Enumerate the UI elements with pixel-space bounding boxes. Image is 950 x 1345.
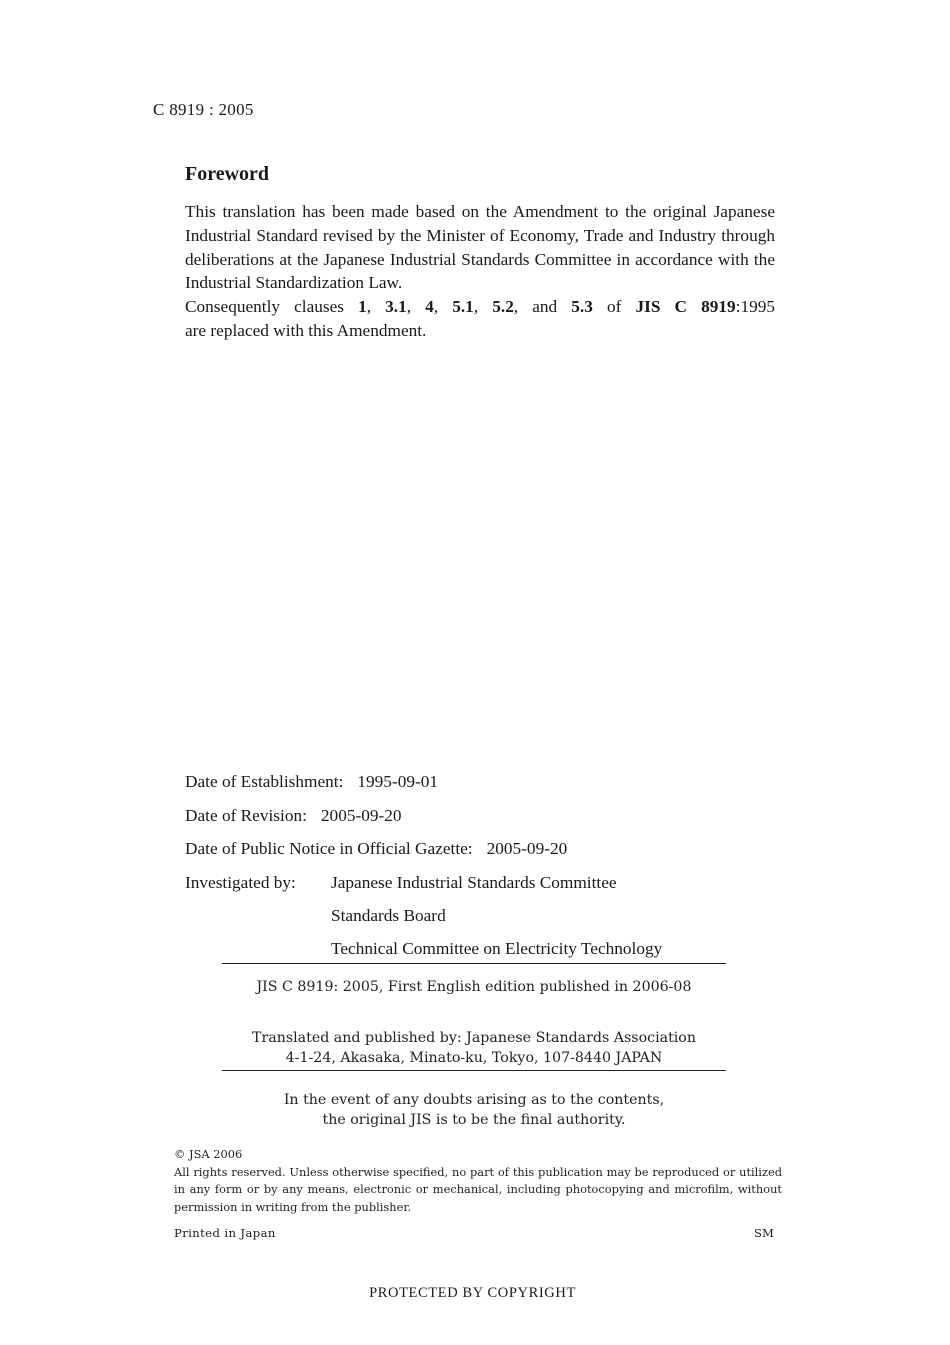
public-notice-date-row — [185, 839, 567, 859]
investigated-by-committee: Japanese Industrial Standards Committee — [331, 873, 617, 892]
foreword-paragraph-1: This translation has been made based on the Amendment to the original Japanese Industrial Standard revised by the Minister of Economy, Trade and Industry through deliberations at the Japanese Industrial Standards Committee in accordance with the Industrial Standardization Law. — [185, 202, 775, 293]
foreword-paragraph-2: Consequently clauses 1, 3.1, 4, 5.1, 5.2, and 5.3 of JIS C 8919:1995 — [185, 297, 776, 317]
edition-line: JIS C 8919: 2005, First English edition published in 2006-08 — [256, 979, 692, 995]
publisher-line: Translated and published by: Japanese Standards Association — [252, 1030, 696, 1046]
establishment-label: Date of Establishment: — [185, 772, 344, 791]
revision-value: 2005-09-20 — [320, 806, 402, 825]
copyright-notice: © JSA 2006 — [174, 1147, 243, 1161]
clause-ref: 5.2 — [492, 297, 514, 317]
establishment-value: 1995-09-01 — [357, 772, 439, 791]
standard-year: :1995 — [735, 297, 776, 317]
investigated-by-board: Standards Board — [331, 906, 446, 925]
clause-ref: 5.3 — [571, 297, 593, 317]
copyright-block — [174, 1146, 782, 1216]
clauses-prefix: Consequently clauses — [185, 297, 345, 317]
clauses-of: of — [606, 297, 622, 317]
foreword-body — [185, 200, 775, 343]
clause-ref: 5.1 — [452, 297, 474, 317]
clause-ref: 4 — [425, 297, 434, 317]
investigated-by-technical-committee: Technical Committee on Electricity Technology — [331, 939, 663, 958]
clause-ref: 3.1 — [385, 297, 407, 317]
foreword-title: Foreword — [185, 163, 270, 185]
protected-by-copyright: PROTECTED BY COPYRIGHT — [369, 1285, 576, 1301]
rights-statement: All rights reserved. Unless otherwise specified, no part of this publication may be reproduced or utilized in any form or by any means, electronic or mechanical, including photocopying and microfilm, without permission in writing from the publisher. — [174, 1164, 782, 1214]
revision-label: Date of Revision: — [185, 806, 307, 825]
clauses-and: and — [532, 297, 558, 317]
authority-note — [222, 1090, 726, 1130]
publisher-address: 4-1-24, Akasaka, Minato-ku, Tokyo, 107-8440 JAPAN — [285, 1050, 663, 1066]
public-notice-value: 2005-09-20 — [486, 839, 568, 858]
establishment-date-row — [185, 772, 438, 792]
authority-line-2: the original JIS is to be the final authority. — [322, 1112, 626, 1128]
foreword-paragraph-2-end: are replaced with this Amendment. — [185, 320, 427, 340]
standard-ref: JIS C 8919 — [635, 297, 736, 317]
print-code: SM — [754, 1226, 774, 1240]
authority-line-1: In the event of any doubts arising as to the contents, — [283, 1092, 665, 1108]
divider-top — [222, 963, 726, 964]
investigated-by-label: Investigated by: — [185, 873, 296, 892]
public-notice-label: Date of Public Notice in Official Gazette: — [185, 839, 473, 858]
document-id: C 8919 : 2005 — [153, 100, 254, 119]
clause-ref: 1 — [358, 297, 367, 317]
revision-date-row — [185, 806, 402, 826]
divider-bottom — [222, 1070, 726, 1071]
publisher-block — [222, 1028, 726, 1068]
printed-in: Printed in Japan — [174, 1226, 276, 1240]
